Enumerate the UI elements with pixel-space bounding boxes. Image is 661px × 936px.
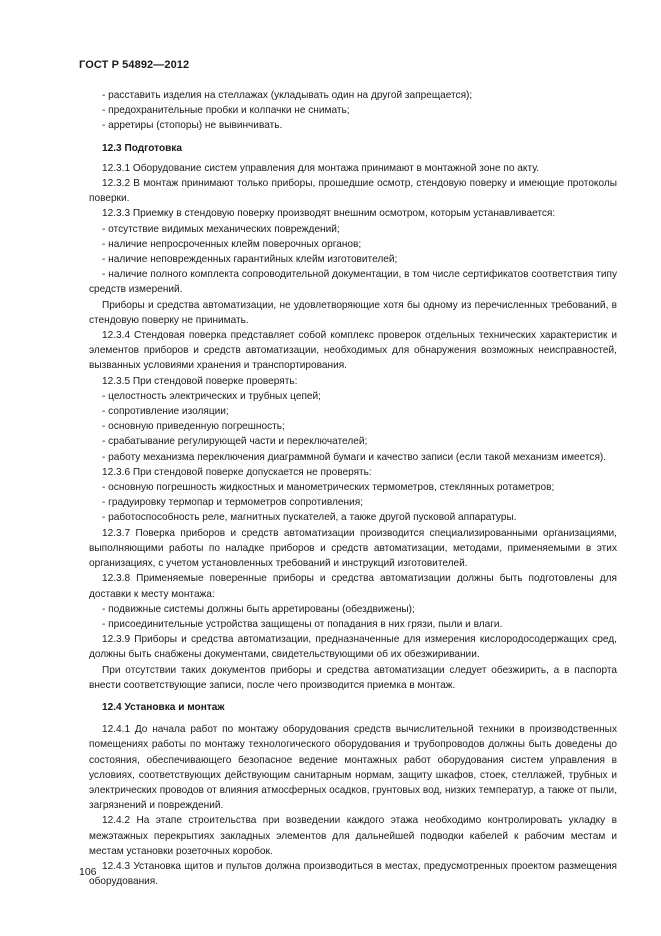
page-number: 106 [79, 866, 97, 878]
paragraph: 12.3.8 Применяемые поверенные приборы и средства автоматизации должны быть подготовлены для доставки к месту монтажа: [89, 573, 617, 600]
list-item: - наличие полного комплекта сопроводительной документации, в том числе сертификатов соответствия типу средств измерений. [89, 269, 617, 296]
list-item: - основную приведенную погрешность; [102, 421, 285, 433]
paragraph: 12.3.2 В монтаж принимают только приборы, прошедшие осмотр, стендовую поверку и имеющие протоколы поверки. [89, 178, 617, 205]
list-item: - отсутствие видимых механических повреждений; [102, 223, 340, 235]
list-item: - целостность электрических и трубных цепей; [102, 390, 321, 402]
paragraph: 12.3.3 Приемку в стендовую поверку производят внешним осмотром, которым устанавливается: [102, 208, 556, 220]
list-item: - расставить изделия на стеллажах (укладывать один на другой запрещается); [102, 90, 473, 101]
section-heading-12-3: 12.3 Подготовка [102, 142, 182, 154]
paragraph: 12.3.5 При стендовой поверке проверять: [102, 375, 298, 387]
list-item: - наличие непросроченных клейм поверочных органов; [102, 238, 362, 250]
list-item: - присоединительные устройства защищены от попадания в них грязи, пыли и влаги. [102, 618, 503, 630]
paragraph: 12.3.6 При стендовой поверке допускается не проверять: [102, 466, 372, 478]
paragraph: 12.4.3 Установка щитов и пультов должна производиться в местах, предусмотренных проектом размещения оборудования. [89, 860, 617, 888]
paragraph: При отсутствии таких документов приборы и средства автоматизации следует обезжирить, а в паспорта внести соответствующие записи, после чего производится приемка в монтаж. [89, 664, 617, 691]
paragraph: 12.3.4 Стендовая поверка представляет собой комплекс проверок отдельных технических характеристик и элементов приборов и средств автоматизации, необходимых для обнаружения возможных неисправностей, вызванных условиями хранения и транспортирования. [89, 330, 617, 372]
section-heading-12-4: 12.4 Установка и монтаж [102, 701, 225, 713]
list-item: - основную погрешность жидкостных и манометрических термометров, стеклянных ротаметров; [102, 482, 555, 494]
list-item: - работоспособность реле, магнитных пускателей, а также другой пусковой аппаратуры. [102, 512, 517, 524]
paragraph: 12.3.7 Поверка приборов и средств автоматизации производится специализированными организациями, выполняющими работы по наладке приборов и средств автоматизации, методами, применяемыми в этих организациях, с учетом установленных требований и инструкций изготовителей. [89, 527, 617, 570]
paragraph: 12.4.2 На этапе строительства при возведении каждого этажа необходимо контролировать укладку в межэтажных перекрытиях закладных элементов для дальнейшей подводки кабелей к рабочим местам и местам установки розеточных коробок. [89, 815, 617, 857]
list-item: - градуировку термопар и термометров сопротивления; [102, 497, 363, 509]
paragraph: 12.4.1 До начала работ по монтажу оборудования средств вычислительной техники в производственных помещениях работы по монтажу технологического оборудования и трубопроводов должны быть доведены до состояния, обеспечивающего безопасное ведение монтажных работ оборудования систем управления в условиях, соответствующих действующим санитарным нормам, защиту шкафов, стоек, стеллажей, трубных и электрических проводов от влияния атмосферных осадков, грунтовых вод, низких температур, а также от пыли, загрязнений и повреждений. [89, 724, 617, 812]
list-item: - работу механизма переключения диаграммной бумаги и качество записи (если такой механизм имеется). [102, 451, 607, 463]
list-item: - предохранительные пробки и колпачки не снимать; [102, 105, 350, 117]
list-item: - подвижные системы должны быть арретированы (обездвижены); [102, 603, 415, 615]
list-item: - наличие неповрежденных гарантийных клейм изготовителей; [102, 254, 398, 266]
list-item: - срабатывание регулирующей части и переключателей; [102, 436, 368, 448]
document-header: ГОСТ Р 54892—2012 [79, 59, 190, 71]
document-body [89, 88, 617, 889]
paragraph: Приборы и средства автоматизации, не удовлетворяющие хотя бы одному из перечисленных требований, в стендовую поверку не принимать. [89, 299, 617, 326]
paragraph: 12.3.1 Оборудование систем управления для монтажа принимают в монтажной зоне по акту. [102, 162, 540, 174]
paragraph: 12.3.9 Приборы и средства автоматизации, предназначенные для измерения кислородосодержащих сред, должны быть снабжены документами, свидетельствующими об их обезжиривании. [89, 634, 617, 661]
list-item: - арретиры (стопоры) не вывинчивать. [102, 120, 283, 132]
list-item: - сопротивление изоляции; [102, 406, 229, 418]
